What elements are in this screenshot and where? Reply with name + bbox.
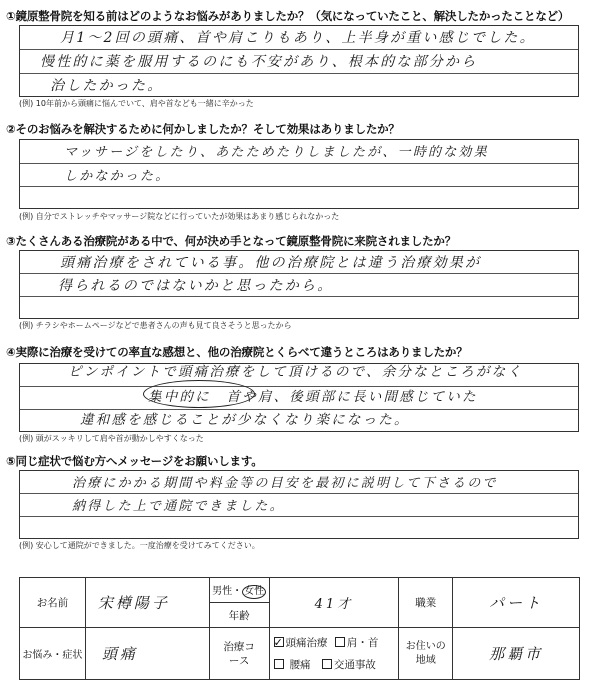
course-option-shoulder-neck[interactable]: 肩・首	[335, 637, 379, 649]
question-3-title: ③たくさんある治療院がある中で、何が決め手となって鏡原整骨院に来院されましたか？	[6, 234, 457, 248]
name-value: 宋樽陽子	[85, 578, 209, 628]
course-label: 治療コース	[209, 628, 269, 680]
checkbox-icon	[274, 659, 284, 669]
answer-4-line-3: 違和感を感じることが少なくなり楽になった。	[80, 412, 410, 428]
answer-3-line-1: 頭痛治療をされている事。他の治療院とは違う治療効果が	[60, 255, 482, 271]
job-value: パート	[453, 578, 580, 628]
answer-2-line-2: しかなかった。	[64, 169, 171, 184]
question-2-title: ②そのお悩みを解決するために何かしましたか？そして効果はありましたか？	[6, 122, 400, 136]
area-label: お住いの地域	[399, 628, 453, 680]
course-options	[269, 628, 399, 680]
answer-2-line-1: マッサージをしたり、あたためたりしましたが、一時的な効果	[64, 145, 489, 160]
answer-4-line-1: ピンポイントで頭痛治療をして頂けるので、余分なところがなく	[68, 364, 524, 380]
example-3: (例) チラシやホームページなどで患者さんの声も見て良さそうと思ったから	[19, 321, 292, 330]
example-2: (例) 自分でストレッチやマッサージ院などに行っていたが効果はあまり感じられなかった	[19, 212, 340, 221]
gender-male: 男性・	[212, 585, 243, 597]
example-5: (例) 安心して通院ができました。一度治療を受けてみてください。	[19, 541, 260, 550]
answer-5-line-1: 治療にかかる期間や料金等の目安を最初に説明して下さるので	[72, 476, 498, 491]
course-option-traffic[interactable]: 交通事故	[322, 659, 376, 671]
course-option-headache[interactable]: ✓頭痛治療	[274, 637, 328, 649]
complaint-value: 頭痛	[85, 628, 209, 680]
answer-box-1	[19, 25, 579, 97]
question-1-title: ①鏡原整骨院を知る前はどのようなお悩みがありましたか？（気になっていたこと、解決したかったことなど）	[6, 9, 570, 23]
answer-box-5	[19, 470, 579, 539]
area-value: 那覇市	[453, 628, 580, 680]
answer-4-line-2: 集中的に 首や肩、後頭部に長い間感じていた	[148, 389, 478, 405]
answer-box-2	[19, 139, 579, 209]
question-5-title: ⑤同じ症状で悩む方へメッセージをお願いします。	[6, 454, 263, 468]
answer-3-line-2: 得られるのではないかと思ったから。	[58, 278, 334, 294]
job-label: 職業	[399, 578, 453, 628]
answer-1-line-2: 慢性的に薬を服用するのにも不安があり、根本的な部分から	[40, 54, 478, 70]
gender-field	[209, 578, 269, 603]
example-1: (例) 10年前から頭痛に悩んでいて、肩や首なども一緒に辛かった	[19, 99, 254, 108]
age-value: 41才	[269, 578, 399, 628]
complaint-label: お悩み・症状	[20, 628, 86, 680]
answer-1-line-1: 月1〜2回の頭痛、首や肩こりもあり、上半身が重い感じでした。	[60, 30, 536, 46]
course-option-lowback[interactable]: 腰痛	[274, 659, 311, 671]
answer-5-line-2: 納得した上で通院できました。	[72, 499, 285, 514]
checkbox-icon	[335, 637, 345, 647]
question-4-title: ④実際に治療を受けての率直な感想と、他の治療院とくらべて違うところはありましたか？	[6, 345, 468, 359]
checkbox-checked-icon	[274, 637, 284, 647]
gender-female-circled: 女性	[244, 585, 265, 597]
handwritten-circle-mark	[143, 380, 255, 408]
example-4: (例) 頭がスッキリして肩や首が動かしやすくなった	[19, 434, 204, 443]
checkbox-icon	[322, 659, 332, 669]
name-label: お名前	[20, 578, 86, 628]
answer-1-line-3: 治したかった。	[50, 78, 164, 94]
answer-box-4	[19, 363, 579, 432]
age-label: 年齢	[209, 603, 269, 628]
answer-box-3	[19, 250, 579, 319]
profile-table	[19, 577, 580, 680]
